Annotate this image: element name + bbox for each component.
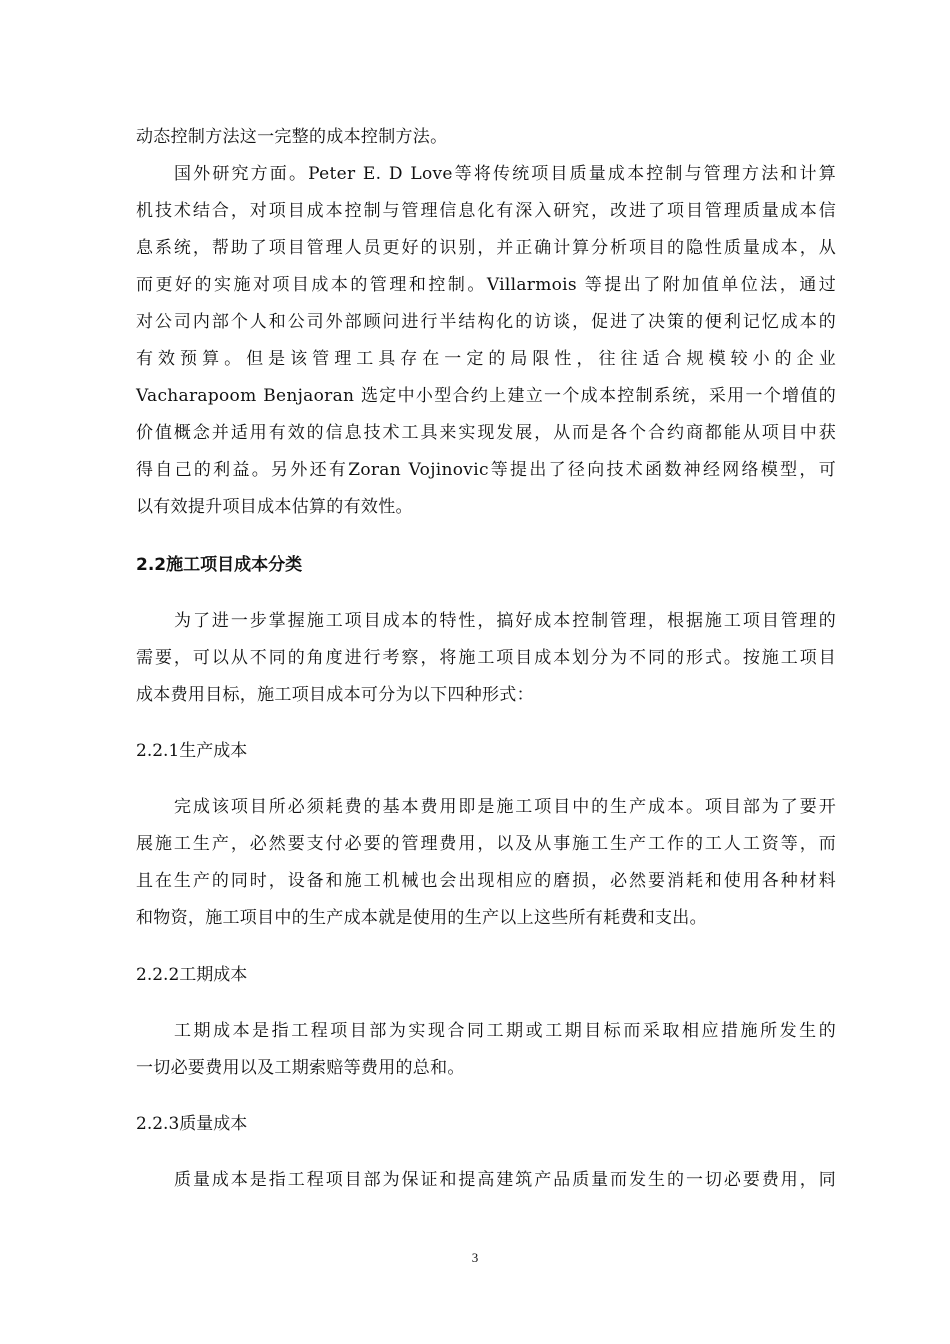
subsection-heading: 2.2.1生产成本 [136,741,248,761]
subsection-heading: 2.2.3质量成本 [136,1114,248,1134]
paragraph-line: 而更好的实施对项目成本的管理和控制。Villarmois 等提出了附加值单位法，通过 [136,275,836,295]
paragraph-line: 质量成本是指工程项目部为保证和提高建筑产品质量而发生的一切必要费用，同 [174,1170,836,1190]
paragraph-line: 成本费用目标，施工项目成本可分为以下四种形式： [136,685,534,705]
paragraph-line: 机技术结合，对项目成本控制与管理信息化有深入研究，改进了项目管理质量成本信 [136,201,836,221]
paragraph-line: 以有效提升项目成本估算的有效性。 [136,497,413,517]
paragraph-line: 完成该项目所必须耗费的基本费用即是施工项目中的生产成本。项目部为了要开 [174,797,836,817]
paragraph-line: 有效预算。但是该管理工具存在一定的局限性，往往适合规模较小的企业 [136,349,836,369]
paragraph-line: 和物资，施工项目中的生产成本就是使用的生产以上这些所有耗费和支出。 [136,908,707,928]
paragraph-line: 一切必要费用以及工期索赔等费用的总和。 [136,1058,465,1078]
paragraph-line: 息系统，帮助了项目管理人员更好的识别，并正确计算分析项目的隐性质量成本，从 [136,238,836,258]
paragraph-line: Vacharapoom Benjaoran 选定中小型合约上建立一个成本控制系统，采用一个增值的 [136,386,836,406]
section-heading: 2.2施工项目成本分类 [136,555,303,575]
paragraph-line: 工期成本是指工程项目部为实现合同工期或工期目标而采取相应措施所发生的 [174,1021,836,1041]
paragraph-line: 展施工生产，必然要支付必要的管理费用，以及从事施工生产工作的工人工资等，而 [136,834,836,854]
page-number: 3 [471,1250,479,1265]
paragraph-line: 对公司内部个人和公司外部顾问进行半结构化的访谈，促进了决策的便利记忆成本的 [136,312,836,332]
paragraph-line: 得自己的利益。另外还有Zoran Vojinovic等提出了径向技术函数神经网络模型，可 [136,460,836,480]
paragraph-line: 为了进一步掌握施工项目成本的特性，搞好成本控制管理，根据施工项目管理的 [174,611,836,631]
paragraph-line: 价值概念并适用有效的信息技术工具来实现发展，从而是各个合约商都能从项目中获 [136,423,836,443]
paragraph-line: 国外研究方面。Peter E. D Love等将传统项目质量成本控制与管理方法和计算 [174,164,836,184]
paragraph-line: 且在生产的同时，设备和施工机械也会出现相应的磨损，必然要消耗和使用各种材料 [136,871,836,891]
subsection-heading: 2.2.2工期成本 [136,965,248,985]
paragraph-line: 需要，可以从不同的角度进行考察，将施工项目成本划分为不同的形式。按施工项目 [136,648,836,668]
paragraph-line: 动态控制方法这一完整的成本控制方法。 [136,127,448,147]
